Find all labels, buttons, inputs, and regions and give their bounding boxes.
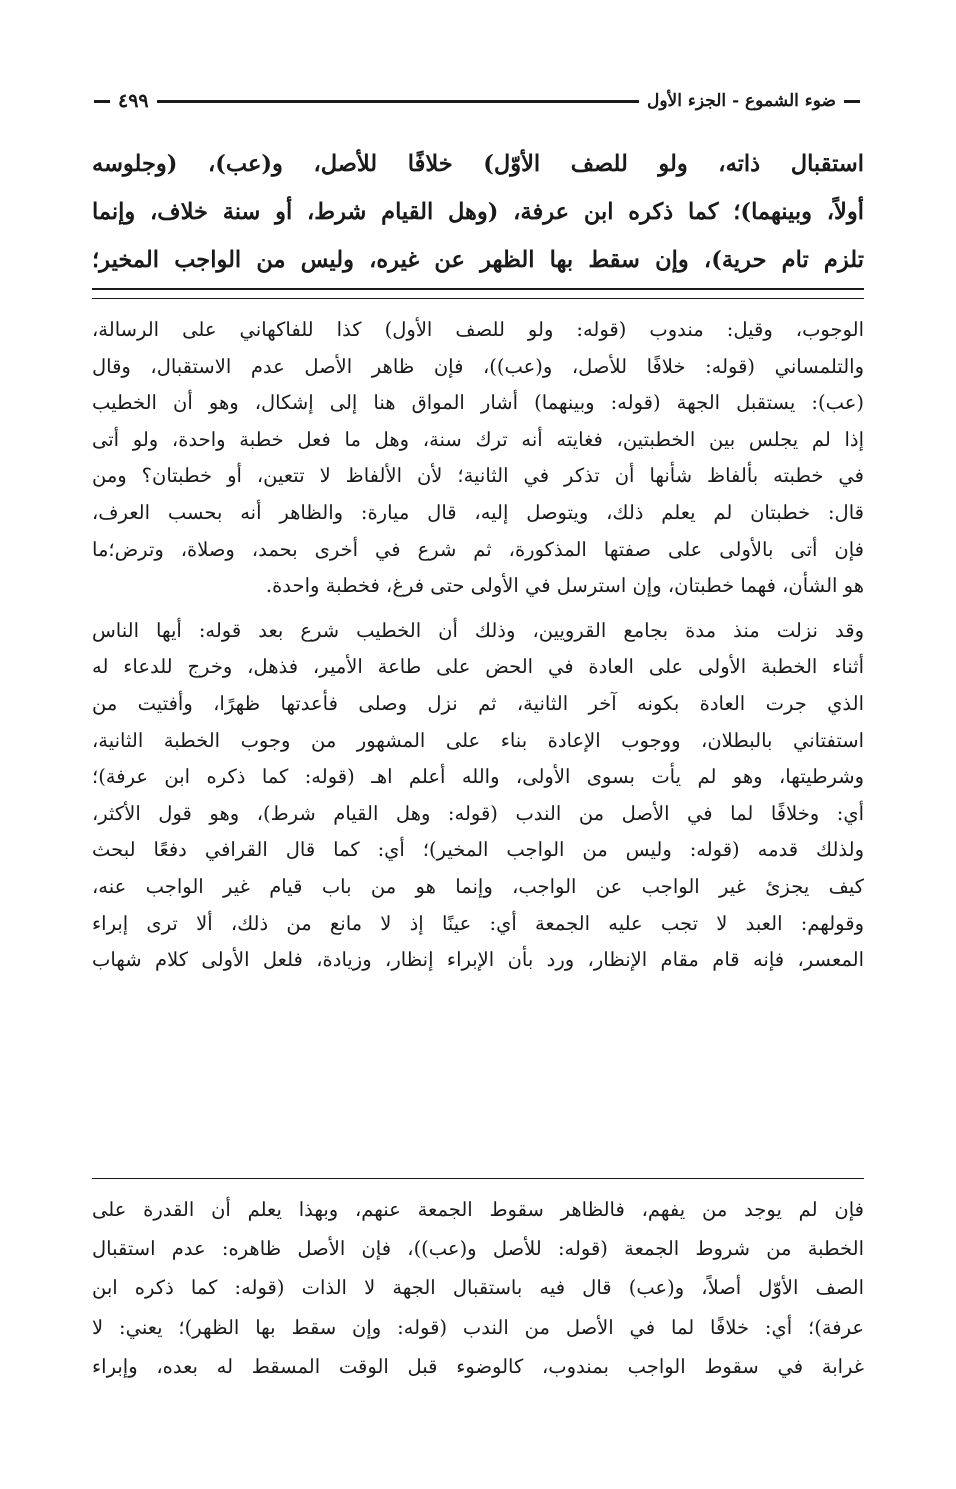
commentary-line: والتلمساني (قوله: خلافًا للأصل، و(عب))، فإن ظاهر الأصل عدم الاستقبال، وقال (92, 354, 864, 378)
header-title: ضوء الشموع - الجزء الأول (647, 91, 836, 111)
commentary-line: (عب): يستقبل الجهة (قوله: وبينهما) أشار المواق هنا إلى إشكال، وهو أن الخطيب (92, 391, 864, 415)
commentary-line: أثناء الخطبة الأولى على العادة في الحض على طاعة الأمير، فذهل، وخرج للدعاء له (92, 655, 864, 679)
main-text (92, 140, 864, 284)
commentary-line: استفتاني بالبطلان، ووجوب الإعادة بناء على المشهور من وجوب الخطبة الثانية، (92, 728, 864, 752)
commentary-line: ولذلك قدمه (قوله: وليس من الواجب المخير)؛ أي: كما قال القرافي دفعًا لبحث (92, 838, 864, 862)
commentary-line: الوجوب، وقيل: مندوب (قوله: ولو للصف الأول) كذا للفاكهاني على الرسالة، (92, 318, 864, 341)
commentary-paragraph (92, 312, 864, 605)
header-rule (157, 100, 639, 103)
running-header (94, 86, 860, 116)
commentary-paragraph (92, 613, 864, 979)
double-divider (92, 288, 864, 299)
header-dash-right (844, 100, 860, 103)
main-text-line: أولاً، وبينهما)؛ كما ذكره ابن عرفة، (وهل القيام شرط، أو سنة خلاف، وإنما (92, 199, 864, 225)
commentary-line: وقد نزلت منذ مدة بجامع القرويين، وذلك أن الخطيب شرع بعد قوله: أيها الناس (92, 618, 864, 642)
commentary-line: الذي جرت العادة بكونه آخر الثانية، ثم نزل وصلى فأعدتها ظهرًا، وأفتيت من (92, 691, 864, 715)
main-text-line: استقبال ذاته، ولو للصف الأوّل) خلافًا للأصل، و(عب)، (وجلوسه (92, 151, 864, 177)
marginal-note-line: الخطبة من شروط الجمعة (قوله: للأصل و(عب))، فإن الأصل ظاهره: عدم استقبال (92, 1237, 864, 1261)
commentary-text (92, 312, 864, 979)
commentary-line: كيف يجزئ غير الواجب عن الواجب، وإنما هو من باب قيام غير الواجب عنه، (92, 874, 864, 898)
marginal-note-line: الصف الأوّل أصلاً، و(عب) قال فيه باستقبال الجهة لا الذات (قوله: كما ذكره ابن (92, 1276, 864, 1300)
commentary-line: في خطبته بألفاظ شأنها أن تذكر في الثانية؛ لأن الألفاظ لا تتعين، أو خطبتان؟ ومن (92, 464, 864, 488)
commentary-line: المعسر، فإنه قام مقام الإنظار، ورد بأن الإبراء إنظار، وزيادة، فلعل الأولى كلام شهاب (92, 948, 864, 972)
commentary-line: أي: وخلافًا لما في الأصل من الندب (قوله: وهل القيام شرط)، وهو قول الأكثر، (92, 801, 864, 825)
commentary-line: وقولهم: العبد لا تجب عليه الجمعة أي: عينًا إذ لا مانع من ذلك، ألا ترى إبراء (92, 911, 864, 935)
page-number: ٤٩٩ (118, 90, 149, 112)
commentary-line: فإن أتى بالأولى على صفتها المذكورة، ثم شرع في أخرى بحمد، وصلاة، وترض؛ما (92, 537, 864, 561)
footnote-divider (92, 1178, 864, 1179)
marginal-note-line: غرابة في سقوط الواجب بمندوب، كالوضوء قبل الوقت المسقط له بعده، وإبراء (92, 1354, 864, 1378)
header-dash-left (94, 100, 110, 103)
marginal-note-line: فإن لم يوجد من يفهم، فالظاهر سقوط الجمعة عنهم، وبهذا يعلم أن القدرة على (92, 1198, 864, 1221)
main-text-line: تلزم تام حرية)، وإن سقط بها الظهر عن غيره، وليس من الواجب المخير؛ (92, 247, 864, 273)
commentary-line: وشرطيتها، وهو لم يأت بسوى الأولى، والله أعلم اهـ (قوله: كما ذكره ابن عرفة)؛ (92, 765, 864, 789)
marginal-notes (92, 1190, 864, 1386)
commentary-line: قال: خطبتان لم يعلم ذلك، ويتوصل إليه، قال ميارة: والظاهر أنه بحسب العرف، (92, 500, 864, 524)
commentary-line: هو الشأن، فهما خطبتان، وإن استرسل في الأولى حتى فرغ، فخطبة واحدة. (265, 574, 864, 598)
commentary-line: إذا لم يجلس بين الخطبتين، فغايته أنه ترك سنة، وهل ما فعل خطبة واحدة، ولو أتى (92, 427, 864, 451)
marginal-note-line: عرفة)؛ أي: خلافًا لما في الأصل من الندب (قوله: وإن سقط بها الظهر)؛ يعني: لا (92, 1315, 864, 1339)
